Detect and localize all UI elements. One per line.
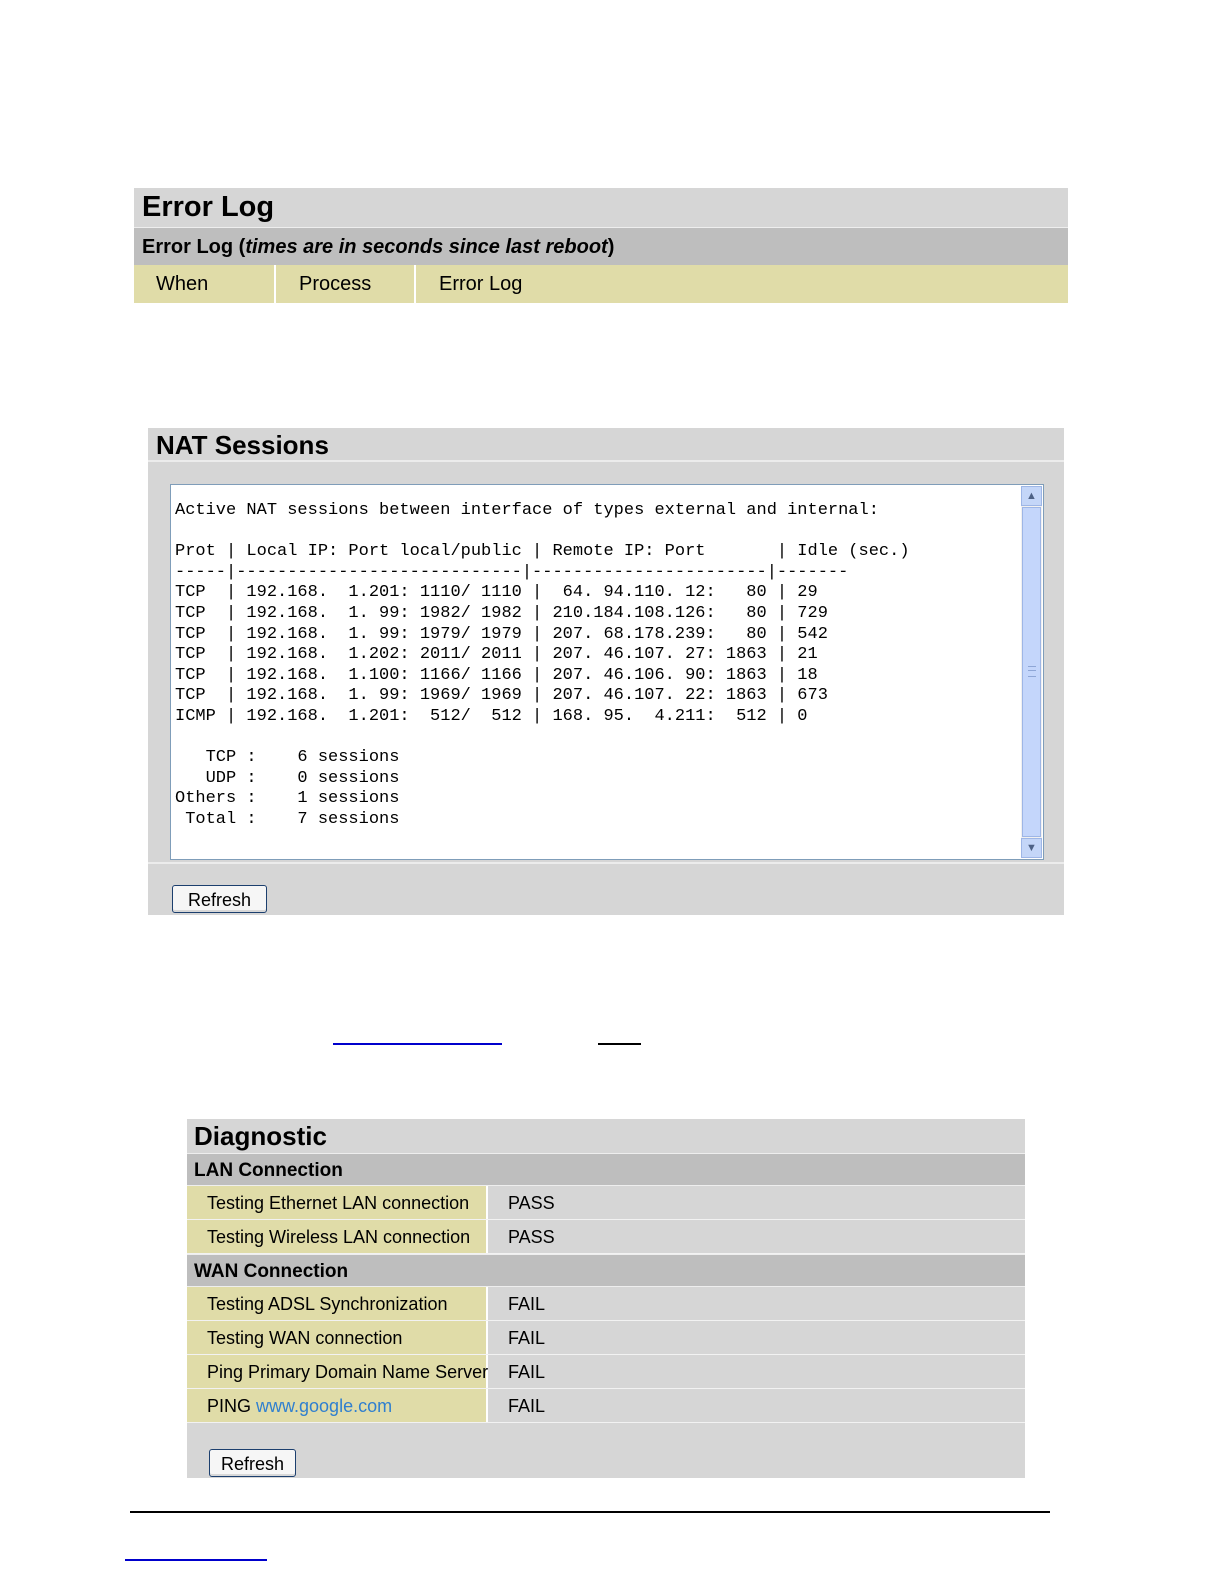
error-log-subtitle-note: times are in seconds since last reboot: [245, 236, 608, 258]
column-header-process: Process: [276, 265, 416, 303]
diagnostic-row: [187, 1355, 1025, 1389]
link-underline: [333, 1043, 502, 1045]
diagnostic-row: [187, 1287, 1025, 1321]
nat-sessions-title: NAT Sessions: [148, 428, 1064, 462]
diagnostic-label: Testing WAN connection: [187, 1321, 488, 1354]
error-log-subtitle-close: ): [607, 236, 615, 258]
page-footer-rule: [130, 1511, 1050, 1513]
diagnostic-label: Testing ADSL Synchronization: [187, 1287, 488, 1320]
grip-icon: [1028, 666, 1036, 677]
nat-sessions-log: Active NAT sessions between interface of types external and internal: Prot | Local IP: Port local/public | Remote IP: Port | Idle (sec.) -----|----------------------------|-----------------------|------- TCP | 192.168. 1.201: 1110/ 1110 | 64. 94.110. 12: 80 | 29 TCP | 192.168. 1. 99: 1982/ 1982 | 210.184.108.126: 80 | 729 TCP | 192.168. 1. 99: 1979/ 1979 | 207. 68.178.239: 80 | 542 TCP | 192.168. 1.202: 2011/ 2011 | 207. 46.107. 27: 1863 | 21 TCP | 192.168. 1.100: 1166/ 1166 | 207. 46.106. 90: 1863 | 18 TCP | 192.168. 1. 99: 1969/ 1969 | 207. 46.107. 22: 1863 | 673 ICMP | 192.168. 1.201: 512/ 512 | 168. 95. 4.211: 512 | 0 TCP : 6 sessions UDP : 0 sessions Others : 1 sessions Total : 7 sessions: [175, 501, 910, 829]
diagnostic-result: PASS: [488, 1220, 1025, 1253]
scrollbar-thumb[interactable]: [1022, 507, 1041, 837]
diagnostic-label: Testing Ethernet LAN connection: [187, 1186, 488, 1219]
diagnostic-result: FAIL: [488, 1321, 1025, 1354]
vertical-scrollbar[interactable]: [1021, 486, 1042, 858]
diagnostic-refresh-button[interactable]: Refresh: [209, 1449, 296, 1477]
nat-refresh-button[interactable]: Refresh: [172, 885, 267, 913]
ping-label-prefix: PING: [207, 1396, 257, 1416]
nat-sessions-textarea[interactable]: [170, 484, 1044, 860]
diagnostic-panel: [187, 1119, 1025, 1478]
diagnostic-label: Testing Wireless LAN connection: [187, 1220, 488, 1253]
diagnostic-label: Ping Primary Domain Name Server: [187, 1355, 488, 1388]
diagnostic-result: FAIL: [488, 1287, 1025, 1320]
diagnostic-result: FAIL: [488, 1355, 1025, 1388]
scroll-up-icon[interactable]: ▲: [1021, 486, 1042, 506]
error-log-header-row: [134, 265, 1068, 303]
diagnostic-row: [187, 1220, 1025, 1254]
lan-connection-heading: LAN Connection: [187, 1153, 1025, 1186]
diagnostic-row: [187, 1389, 1025, 1423]
column-header-error-log: Error Log: [439, 273, 523, 295]
footer-link-underline: [125, 1559, 267, 1561]
diagnostic-result: PASS: [488, 1186, 1025, 1219]
error-log-subtitle-text: Error Log (: [142, 236, 246, 258]
diagnostic-result: FAIL: [488, 1389, 1025, 1422]
diagnostic-label: [187, 1389, 488, 1422]
nat-sessions-panel: [148, 428, 1064, 915]
column-header-when: When: [134, 265, 276, 303]
diagnostic-title: Diagnostic: [194, 1121, 327, 1151]
wan-connection-heading: WAN Connection: [187, 1254, 1025, 1287]
error-log-title: Error Log: [134, 188, 1068, 227]
error-log-panel: [134, 188, 1068, 303]
error-log-subtitle: [134, 227, 1068, 265]
diagnostic-row: [187, 1186, 1025, 1220]
diagnostic-row: [187, 1321, 1025, 1355]
ping-target-link[interactable]: www.google.com: [256, 1396, 393, 1416]
scroll-down-icon[interactable]: ▼: [1021, 838, 1042, 858]
text-underline: [598, 1043, 641, 1045]
divider: [148, 862, 1064, 864]
